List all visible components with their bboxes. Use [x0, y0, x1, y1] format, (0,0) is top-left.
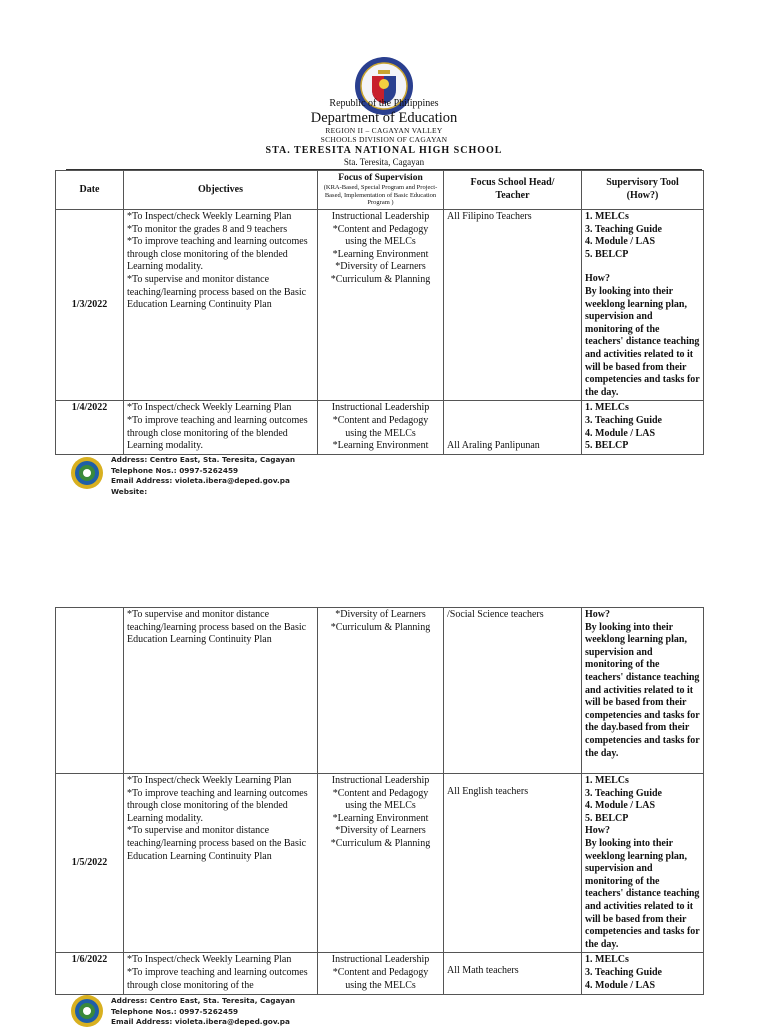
tool-item: 1. MELCs	[585, 211, 629, 222]
teacher-header-line1: Focus School Head/	[470, 177, 555, 189]
focus-item: Instructional Leadership	[331, 211, 430, 222]
table-row	[56, 210, 704, 401]
tool-cell	[582, 953, 704, 995]
school-location: Sta. Teresita, Cagayan	[343, 157, 425, 167]
objective-item: *To Inspect/check Weekly Learning Plan	[127, 775, 292, 786]
teacher-text: All English teachers	[447, 786, 529, 797]
table-row	[56, 774, 704, 953]
supervision-table-1	[55, 170, 704, 455]
how-label: How?	[585, 825, 610, 837]
tool-item: 3. Teaching Guide	[585, 223, 662, 235]
focus-item: *Diversity of Learners	[335, 825, 426, 837]
focus-item: *Content and Pedagogy using the MELCs	[332, 414, 429, 439]
footer-website: Website:	[111, 486, 148, 496]
tool-item: 1. MELCs	[585, 402, 629, 414]
tool-item: 4. Module / LAS	[585, 427, 656, 439]
footer-contact	[111, 996, 295, 1028]
focus-item: *Curriculum & Planning	[330, 837, 431, 849]
focus-item: *Content and Pedagogy using the MELCs	[332, 966, 429, 991]
footer-email: Email Address: violeta.ibera@deped.gov.pa	[111, 476, 290, 485]
tool-header-line2: (How?)	[626, 190, 659, 201]
division-line: SCHOOLS DIVISION OF CAGAYAN	[320, 135, 448, 144]
objective-item: *To improve teaching and learning outcomes through close monitoring of the	[127, 966, 308, 991]
col-objectives-header: Objectives	[124, 171, 318, 210]
teacher-text: /Social Science teachers	[447, 609, 544, 620]
tool-cell	[582, 401, 704, 454]
tool-cell	[582, 210, 704, 401]
tool-item: 5. BELCP	[585, 248, 629, 260]
objectives-cell	[124, 401, 318, 454]
focus-item: Instructional Leadership	[331, 402, 430, 414]
tool-item: 3. Teaching Guide	[585, 787, 662, 799]
table-row	[56, 608, 704, 774]
teacher-cell	[444, 401, 582, 454]
tool-item: 3. Teaching Guide	[585, 414, 662, 426]
col-tool-header	[582, 171, 704, 210]
deped-footer-logo-icon	[70, 456, 104, 490]
tool-cell	[582, 774, 704, 953]
teacher-cell	[444, 774, 582, 953]
objective-item: *To supervise and monitor distance teaching/learning process based on the Basic Education Learning Continuity Plan	[127, 609, 307, 646]
how-text: By looking into their weeklong learning plan, supervision and monitoring of the teachers' distance teaching and activities related to it will be based from their competencies and tasks for the day.	[585, 837, 700, 950]
tool-item: 4. Module / LAS	[585, 979, 656, 991]
region-line: REGION II – CAGAYAN VALLEY	[325, 126, 443, 135]
document-page-2	[0, 600, 768, 1024]
teacher-text: All Araling Panlipunan	[447, 440, 540, 452]
focus-item: *Diversity of Learners	[335, 609, 426, 620]
focus-item: *Learning Environment	[332, 440, 429, 452]
objective-item: *To Inspect/check Weekly Learning Plan	[127, 954, 292, 966]
footer-telephone: Telephone Nos.: 0997-5262459	[111, 1006, 239, 1016]
table-row	[56, 401, 704, 454]
teacher-cell	[444, 953, 582, 995]
objective-item: *To Inspect/check Weekly Learning Plan	[127, 211, 292, 222]
date-cell: 1/3/2022	[56, 210, 124, 401]
tool-item: 4. Module / LAS	[585, 800, 656, 812]
tool-cell	[582, 608, 704, 774]
supervision-table-2	[55, 607, 704, 995]
objective-item: *To supervise and monitor distance teaching/learning process based on the Basic Education Learning Continuity Plan	[127, 825, 307, 862]
col-teacher-header	[444, 171, 582, 210]
school-name: STA. TERESITA NATIONAL HIGH SCHOOL	[265, 145, 503, 156]
focus-item: *Curriculum & Planning	[330, 273, 431, 285]
focus-item: *Learning Environment	[332, 248, 429, 260]
footer-email: Email Address: violeta.ibera@deped.gov.pa	[111, 1017, 290, 1026]
deped-footer-logo-icon	[70, 994, 104, 1028]
focus-cell	[318, 953, 444, 995]
objective-item: *To Inspect/check Weekly Learning Plan	[127, 402, 292, 414]
objectives-cell	[124, 953, 318, 995]
focus-cell	[318, 401, 444, 454]
objectives-cell	[124, 774, 318, 953]
tool-item: 4. Module / LAS	[585, 236, 656, 248]
how-text: By looking into their weeklong learning plan, supervision and monitoring of the teachers' distance teaching and activities related to it will be based from their competencies and tasks for the day.based from their competencies and tasks for the day.	[585, 621, 700, 759]
focus-item: *Content and Pedagogy using the MELCs	[332, 787, 429, 812]
date-cell: 1/4/2022	[56, 401, 124, 454]
how-label: How?	[585, 609, 610, 620]
table-row	[56, 953, 704, 995]
focus-subtitle: (KRA-Based, Special Program and Project-Based, Implementation of Basic Education Program )	[323, 184, 438, 207]
tool-item: 1. MELCs	[585, 775, 629, 786]
how-text: By looking into their weeklong learning plan, supervision and monitoring of the teachers' distance teaching and activities related to it will be based from their competencies and tasks for the day.	[585, 285, 700, 398]
tool-header-line1: Supervisory Tool	[606, 177, 679, 189]
focus-cell	[318, 210, 444, 401]
objective-item: *To supervise and monitor distance teaching/learning process based on the Basic Education Learning Continuity Plan	[127, 273, 307, 311]
table-header-row	[56, 171, 704, 210]
focus-item: Instructional Leadership	[331, 954, 430, 966]
date-cell: 1/6/2022	[56, 953, 124, 995]
teacher-cell	[444, 210, 582, 401]
focus-item: *Curriculum & Planning	[330, 621, 431, 633]
tool-item: 1. MELCs	[585, 954, 629, 966]
how-label: How?	[585, 273, 610, 285]
objective-item: *To monitor the grades 8 and 9 teachers	[127, 223, 288, 235]
focus-item: *Content and Pedagogy using the MELCs	[332, 223, 429, 248]
date-cell	[56, 608, 124, 774]
footer-contact	[111, 455, 295, 497]
teacher-text: All Filipino Teachers	[447, 211, 532, 222]
focus-title: Focus of Supervision	[338, 173, 423, 184]
tool-item: 5. BELCP	[585, 440, 629, 452]
objective-item: *To improve teaching and learning outcomes through close monitoring of the blended Learning modality.	[127, 787, 308, 824]
focus-cell	[318, 774, 444, 953]
document-page-1	[0, 0, 768, 512]
teacher-cell	[444, 608, 582, 774]
teacher-header-line2: Teacher	[495, 190, 530, 201]
col-focus-header	[318, 171, 444, 210]
department-title: Department of Education	[310, 110, 458, 126]
footer-address: Address: Centro East, Sta. Teresita, Cagayan	[111, 996, 296, 1005]
focus-item: Instructional Leadership	[331, 775, 430, 786]
objective-item: *To improve teaching and learning outcomes through close monitoring of the blended Learning modality.	[127, 236, 308, 273]
focus-item: *Diversity of Learners	[335, 261, 426, 273]
tool-item: 3. Teaching Guide	[585, 966, 662, 978]
footer-telephone: Telephone Nos.: 0997-5262459	[111, 465, 239, 475]
teacher-text: All Math teachers	[447, 965, 519, 977]
focus-cell	[318, 608, 444, 774]
col-date-header: Date	[56, 171, 124, 210]
tool-item: 5. BELCP	[585, 812, 629, 824]
objectives-cell	[124, 210, 318, 401]
objectives-cell	[124, 608, 318, 774]
objective-item: *To improve teaching and learning outcomes through close monitoring of the blended Learning modality.	[127, 414, 308, 452]
republic-line: Republic of the Philippines	[329, 98, 439, 109]
focus-item: *Learning Environment	[332, 812, 429, 824]
footer-address: Address: Centro East, Sta. Teresita, Cagayan	[111, 455, 296, 464]
date-cell: 1/5/2022	[56, 774, 124, 953]
